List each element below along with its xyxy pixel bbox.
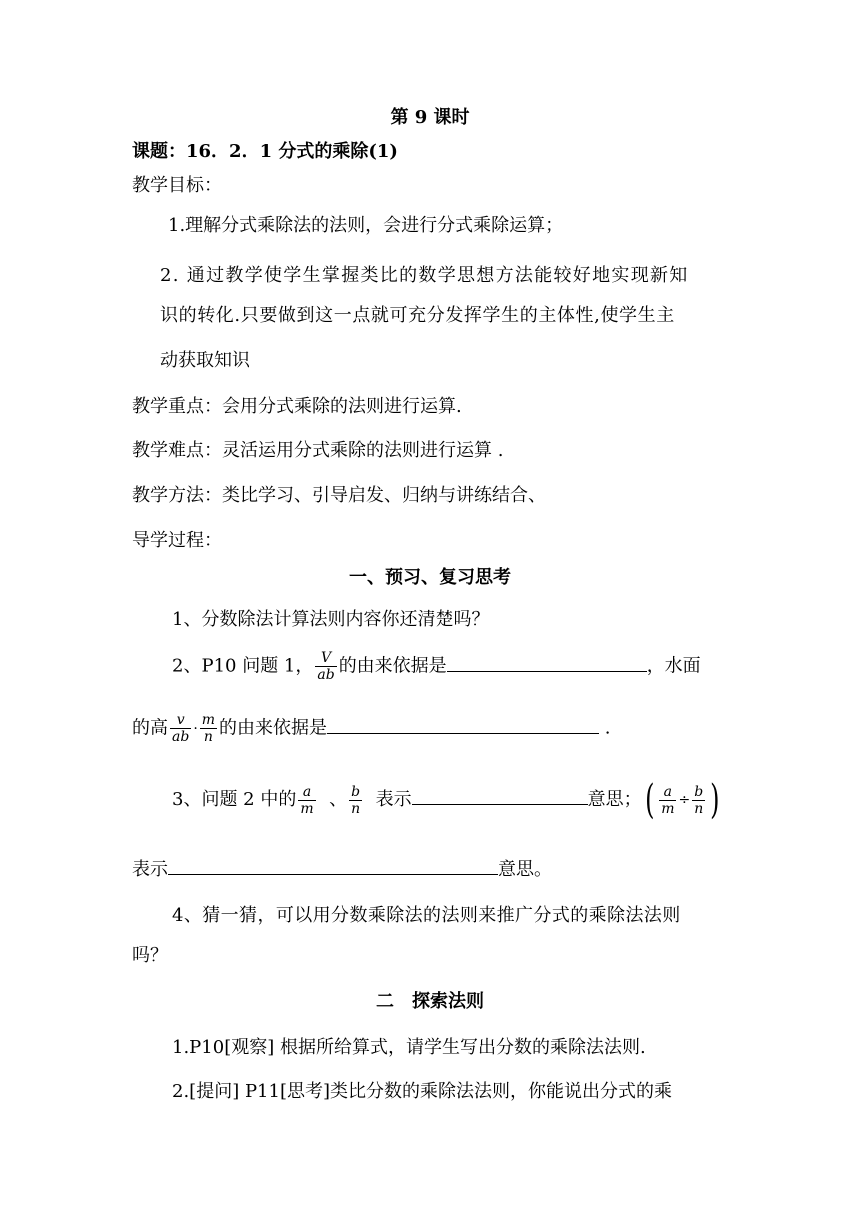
answer-blank-3[interactable] [412,786,588,805]
section-1-heading: 一、预习、复习思考 [349,567,511,588]
section-2-item-1: 1.P10[观察] 根据所给算式，请学生写出分数的乘除法法则. [172,1037,646,1058]
question-3b-suffix: 意思。 [498,859,552,880]
question-3-mid: 表示 [375,789,412,810]
question-1: 1、分数除法计算法则内容你还清楚吗？ [172,609,490,630]
fraction-m-over-n [200,712,217,745]
question-2-suffix: ，水面 [646,655,701,677]
section-2-heading: 二 探索法则 [376,991,484,1012]
question-3-separator: 、 [329,789,348,810]
question-2b-suffix: . [604,717,611,739]
fraction-numerator: b [349,784,362,801]
section-2-item-2: 2.[提问] P11[思考]类比分数的乘除法法则，你能说出分式的乘 [172,1081,672,1102]
question-3-prefix: 3、问题 2 中的 [172,789,297,810]
lesson-title: 第 9 课时 [390,107,470,128]
answer-blank-4[interactable] [168,856,498,875]
fraction-denominator: m [300,800,314,817]
objective-2-line-1: 2. 通过教学使学生掌握类比的数学思想方法能较好地实现新知 [160,265,689,286]
question-3b-prefix: 表示 [132,859,168,880]
objective-2-line-3: 动获取知识 [160,350,250,371]
fraction-a-over-m [298,784,315,817]
difficulty: 教学难点：灵活运用分式乘除的法则进行运算 . [132,440,504,461]
question-4-line-1: 4、猜一猜，可以用分数乘除法的法则来推广分式的乘除法法则 [172,905,681,926]
fraction-v-over-ab [315,650,336,683]
fraction-numerator: b [692,784,705,801]
question-2-prefix: 2、P10 问题 1， [172,655,314,677]
fraction-numerator: a [659,784,676,801]
objective-2-line-2: 识的转化.只要做到这一点就可充分发挥学生的主体性,使学生主 [160,305,675,326]
fraction-v-over-ab-small [170,712,191,745]
fraction-denominator: n [351,800,361,817]
fraction-b-over-n [349,784,362,817]
question-2-mid: 的由来依据是 [338,655,447,677]
fraction-denominator: n [694,800,704,817]
answer-blank-1[interactable] [447,653,647,672]
fraction-denominator: n [203,729,213,745]
question-4-line-2: 吗？ [132,945,168,966]
fraction-denominator: ab [317,667,335,683]
key-point: 教学重点：会用分式乘除的法则进行运算. [132,396,462,417]
fraction-denominator: m [661,800,675,817]
fraction-b-over-n-paren [692,784,705,817]
left-paren: ( [644,777,655,823]
answer-blank-2[interactable] [327,715,599,734]
multiply-dot: · [193,720,198,737]
question-2b-mid: 的由来依据是 [219,717,328,739]
lesson-topic: 课题：16．2．1 分式的乘除(1) [132,141,398,162]
teaching-method: 教学方法：类比学习、引导启发、归纳与讲练结合、 [132,485,546,506]
fraction-numerator: V [315,650,336,667]
objective-1: 1.理解分式乘除法的法则，会进行分式乘除运算； [168,215,564,236]
question-3-line-2 [132,856,552,882]
question-3-line-1 [172,777,723,823]
process-heading: 导学过程： [132,530,222,551]
fraction-numerator: v [170,712,191,729]
question-2b-prefix: 的高 [132,717,168,739]
question-3-suffix: 意思； [587,789,642,810]
objectives-heading: 教学目标： [132,175,222,196]
right-paren: ) [710,777,720,823]
divide-sign: ÷ [678,792,691,808]
fraction-numerator: a [298,784,315,801]
question-2-line-1 [172,650,701,683]
question-2-line-2 [132,712,611,745]
fraction-a-over-m-paren [659,784,676,817]
fraction-numerator: m [201,712,216,728]
fraction-denominator: ab [172,729,190,745]
